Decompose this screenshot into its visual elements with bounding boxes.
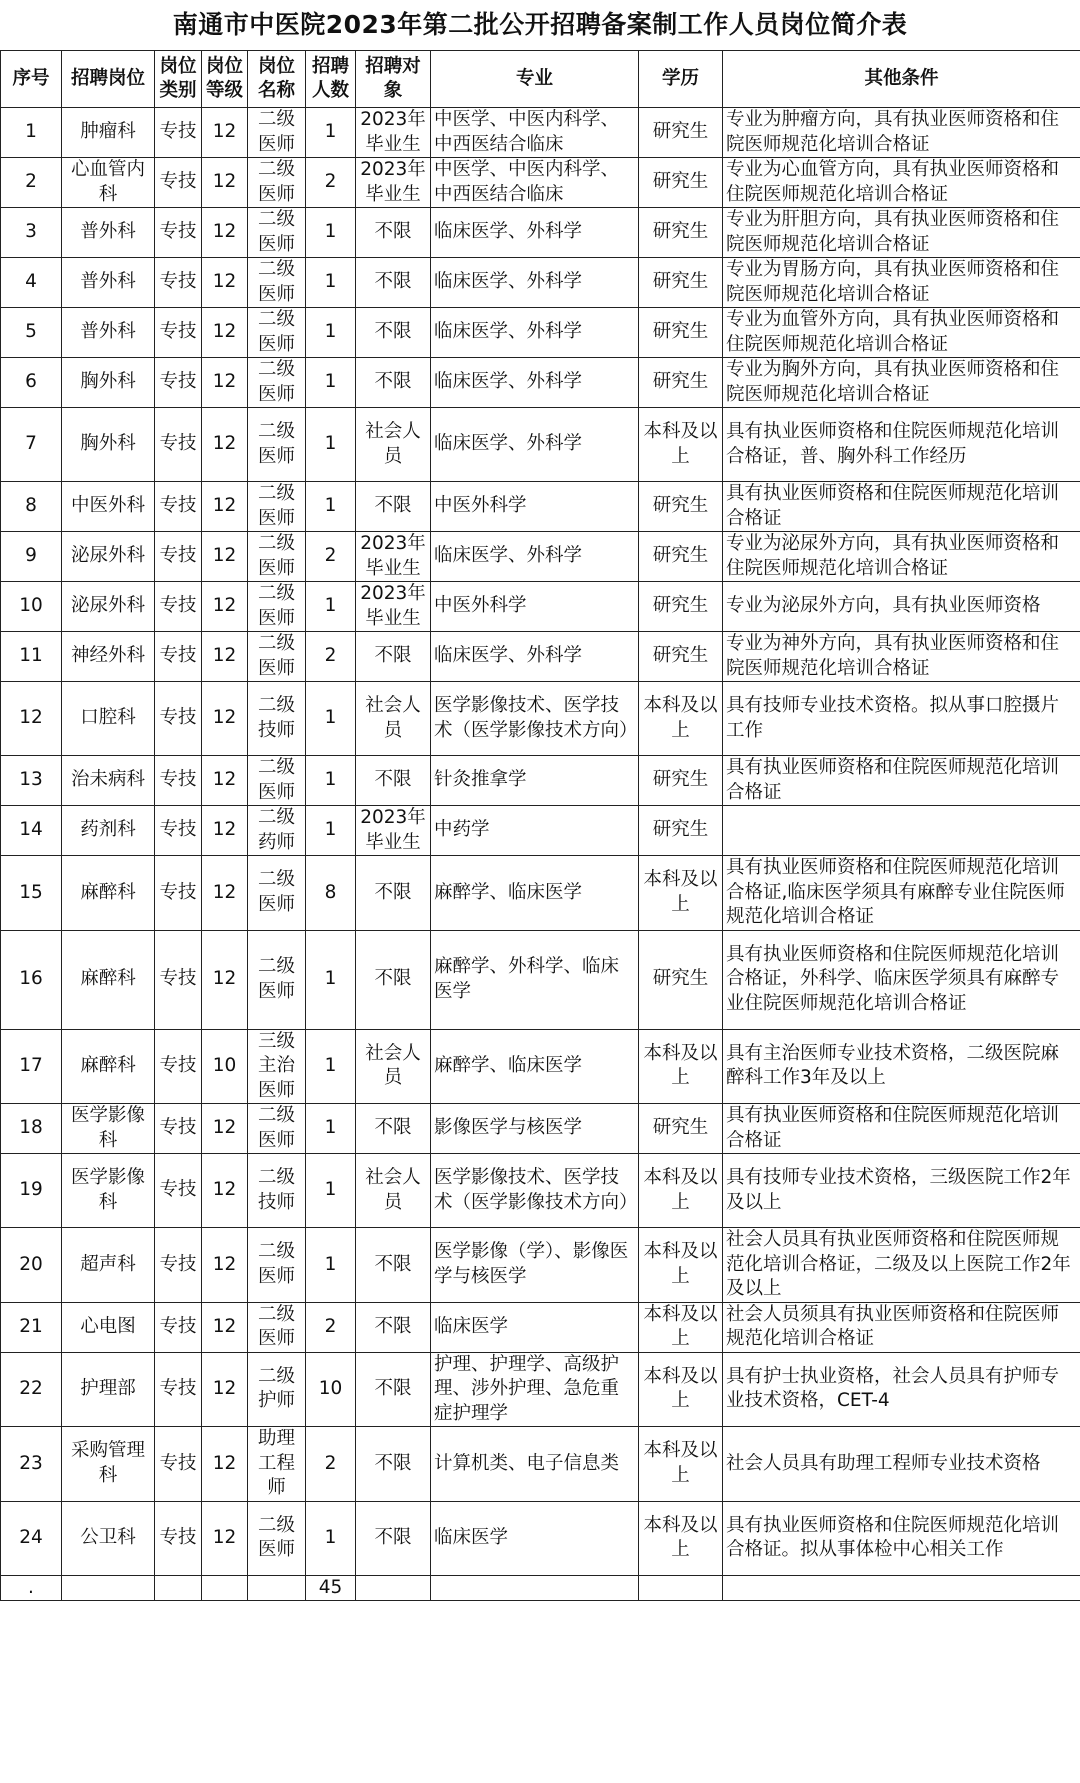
cell-no: 19 bbox=[1, 1154, 62, 1228]
cell-level: 12 bbox=[202, 1427, 248, 1502]
cell-no: 23 bbox=[1, 1427, 62, 1502]
cell-position-name: 二级技师 bbox=[248, 1154, 306, 1228]
cell-no: 2 bbox=[1, 158, 62, 208]
cell-position-name: 三级主治医师 bbox=[248, 1029, 306, 1104]
cell-target: 社会人员 bbox=[356, 682, 431, 756]
cell-category: 专技 bbox=[155, 1352, 202, 1427]
cell-major: 计算机类、电子信息类 bbox=[431, 1427, 639, 1502]
cell-category: 专技 bbox=[155, 258, 202, 308]
cell-count: 1 bbox=[306, 1228, 356, 1303]
cell-level: 12 bbox=[202, 482, 248, 532]
cell-major: 临床医学、外科学 bbox=[431, 308, 639, 358]
cell-dept: 泌尿外科 bbox=[62, 582, 155, 632]
cell-position-name: 二级护师 bbox=[248, 1352, 306, 1427]
cell-count: 1 bbox=[306, 482, 356, 532]
cell-position-name: 二级医师 bbox=[248, 208, 306, 258]
table-row bbox=[1, 1104, 1080, 1154]
cell-level: 12 bbox=[202, 582, 248, 632]
cell-category: 专技 bbox=[155, 582, 202, 632]
cell-level: 12 bbox=[202, 1104, 248, 1154]
cell-education: 本科及以上 bbox=[639, 682, 723, 756]
cell-dept: 泌尿外科 bbox=[62, 532, 155, 582]
cell-target: 不限 bbox=[356, 258, 431, 308]
cell-no: 20 bbox=[1, 1228, 62, 1303]
cell-count: 2 bbox=[306, 158, 356, 208]
cell-count: 1 bbox=[306, 806, 356, 856]
cell-no: 7 bbox=[1, 408, 62, 482]
cell-major: 临床医学 bbox=[431, 1302, 639, 1352]
cell-education: 研究生 bbox=[639, 582, 723, 632]
cell-other: 具有执业医师资格和住院医师规范化培训合格证，普、胸外科工作经历 bbox=[723, 408, 1080, 482]
cell-target: 不限 bbox=[356, 1427, 431, 1502]
cell-target: 不限 bbox=[356, 208, 431, 258]
cell-count: 1 bbox=[306, 408, 356, 482]
cell-major: 临床医学 bbox=[431, 1501, 639, 1575]
cell-position-name: 二级医师 bbox=[248, 532, 306, 582]
cell-level: 10 bbox=[202, 1029, 248, 1104]
cell-other: 专业为神外方向，具有执业医师资格和住院医师规范化培训合格证 bbox=[723, 632, 1080, 682]
cell-target: 不限 bbox=[356, 1228, 431, 1303]
cell-education: 研究生 bbox=[639, 1104, 723, 1154]
cell-position-name: 二级医师 bbox=[248, 482, 306, 532]
cell-category: 专技 bbox=[155, 756, 202, 806]
cell-count: 2 bbox=[306, 532, 356, 582]
cell-target: 不限 bbox=[356, 930, 431, 1029]
cell-category: 专技 bbox=[155, 532, 202, 582]
cell-target: 2023年毕业生 bbox=[356, 532, 431, 582]
cell-count: 1 bbox=[306, 1029, 356, 1104]
cell-other: 专业为胃肠方向，具有执业医师资格和住院医师规范化培训合格证 bbox=[723, 258, 1080, 308]
cell-position-name: 二级医师 bbox=[248, 856, 306, 931]
table-row bbox=[1, 632, 1080, 682]
cell-target: 不限 bbox=[356, 482, 431, 532]
header-cell-education: 学历 bbox=[639, 51, 723, 108]
cell-category: 专技 bbox=[155, 1154, 202, 1228]
cell-target: 不限 bbox=[356, 1104, 431, 1154]
cell-major: 麻醉学、临床医学 bbox=[431, 1029, 639, 1104]
table-row bbox=[1, 258, 1080, 308]
cell-level: 12 bbox=[202, 1228, 248, 1303]
cell-education: 研究生 bbox=[639, 806, 723, 856]
cell-position-name: 二级医师 bbox=[248, 1228, 306, 1303]
cell-other: 具有技师专业技术资格。拟从事口腔摄片工作 bbox=[723, 682, 1080, 756]
table-row bbox=[1, 1427, 1080, 1502]
cell-count: 1 bbox=[306, 930, 356, 1029]
header-cell-major: 专业 bbox=[431, 51, 639, 108]
cell-count: 1 bbox=[306, 756, 356, 806]
cell-target: 不限 bbox=[356, 1501, 431, 1575]
cell-target: 不限 bbox=[356, 856, 431, 931]
cell-dept: 普外科 bbox=[62, 308, 155, 358]
cell-dept: 采购管理科 bbox=[62, 1427, 155, 1502]
page-title: 南通市中医院2023年第二批公开招聘备案制工作人员岗位简介表 bbox=[172, 10, 908, 39]
cell-target: 不限 bbox=[356, 1302, 431, 1352]
cell-dept: 医学影像科 bbox=[62, 1104, 155, 1154]
cell-other: 专业为泌尿外方向，具有执业医师资格 bbox=[723, 582, 1080, 632]
cell-other: 具有主治医师专业技术资格，二级医院麻醉科工作3年及以上 bbox=[723, 1029, 1080, 1104]
cell-dept: 心血管内科 bbox=[62, 158, 155, 208]
cell-other: 具有执业医师资格和住院医师规范化培训合格证 bbox=[723, 482, 1080, 532]
cell-level: 12 bbox=[202, 756, 248, 806]
cell-education: 本科及以上 bbox=[639, 856, 723, 931]
cell-education: 研究生 bbox=[639, 358, 723, 408]
cell-education: 本科及以上 bbox=[639, 1029, 723, 1104]
cell-category: 专技 bbox=[155, 482, 202, 532]
cell-dept: 心电图 bbox=[62, 1302, 155, 1352]
cell-education: 研究生 bbox=[639, 532, 723, 582]
cell-other: 具有执业医师资格和住院医师规范化培训合格证，外科学、临床医学须具有麻醉专业住院医师规范化培训合格证 bbox=[723, 930, 1080, 1029]
cell-other: 专业为心血管方向，具有执业医师资格和住院医师规范化培训合格证 bbox=[723, 158, 1080, 208]
header-cell-dept: 招聘岗位 bbox=[62, 51, 155, 108]
table-row bbox=[1, 756, 1080, 806]
cell-count: 8 bbox=[306, 856, 356, 931]
cell-target: 2023年毕业生 bbox=[356, 806, 431, 856]
cell-major: 中医学、中医内科学、中西医结合临床 bbox=[431, 108, 639, 158]
table-row bbox=[1, 358, 1080, 408]
cell-education: 本科及以上 bbox=[639, 1501, 723, 1575]
cell-count: 10 bbox=[306, 1352, 356, 1427]
cell-level: 12 bbox=[202, 1154, 248, 1228]
cell-category: 专技 bbox=[155, 806, 202, 856]
header-cell-other: 其他条件 bbox=[723, 51, 1080, 108]
cell-education: 本科及以上 bbox=[639, 1352, 723, 1427]
cell-position-name: 二级医师 bbox=[248, 308, 306, 358]
cell-major: 临床医学、外科学 bbox=[431, 208, 639, 258]
cell-category: 专技 bbox=[155, 1427, 202, 1502]
cell-other: 社会人员须具有执业医师资格和住院医师规范化培训合格证 bbox=[723, 1302, 1080, 1352]
cell-no: 15 bbox=[1, 856, 62, 931]
cell-level: 12 bbox=[202, 208, 248, 258]
table-row bbox=[1, 308, 1080, 358]
cell-category: 专技 bbox=[155, 632, 202, 682]
table-row bbox=[1, 682, 1080, 756]
cell-count: 2 bbox=[306, 1302, 356, 1352]
cell-position-name: 二级医师 bbox=[248, 930, 306, 1029]
table-row bbox=[1, 532, 1080, 582]
cell-dept: 普外科 bbox=[62, 258, 155, 308]
cell-education: 本科及以上 bbox=[639, 408, 723, 482]
cell-no: 12 bbox=[1, 682, 62, 756]
cell-no: 10 bbox=[1, 582, 62, 632]
cell-category: 专技 bbox=[155, 1228, 202, 1303]
cell-count: 1 bbox=[306, 1104, 356, 1154]
cell-dept: 麻醉科 bbox=[62, 930, 155, 1029]
cell-level: 12 bbox=[202, 308, 248, 358]
cell-level: 12 bbox=[202, 158, 248, 208]
cell-position-name: 二级技师 bbox=[248, 682, 306, 756]
cell-dept: 口腔科 bbox=[62, 682, 155, 756]
cell-dept: 治未病科 bbox=[62, 756, 155, 806]
cell-other: 具有执业医师资格和住院医师规范化培训合格证 bbox=[723, 1104, 1080, 1154]
cell-dept: 医学影像科 bbox=[62, 1154, 155, 1228]
cell-level: 12 bbox=[202, 532, 248, 582]
cell-major: 临床医学、外科学 bbox=[431, 532, 639, 582]
cell-level: 12 bbox=[202, 856, 248, 931]
cell-level: 12 bbox=[202, 806, 248, 856]
cell-level: 12 bbox=[202, 1302, 248, 1352]
cell-other: 具有护士执业资格，社会人员具有护师专业技术资格，CET-4 bbox=[723, 1352, 1080, 1427]
cell-no: 5 bbox=[1, 308, 62, 358]
cell-category: 专技 bbox=[155, 208, 202, 258]
cell-other: 具有执业医师资格和住院医师规范化培训合格证。拟从事体检中心相关工作 bbox=[723, 1501, 1080, 1575]
cell-other: 具有执业医师资格和住院医师规范化培训合格证 bbox=[723, 756, 1080, 806]
cell-target: 2023年毕业生 bbox=[356, 582, 431, 632]
cell-major: 影像医学与核医学 bbox=[431, 1104, 639, 1154]
cell-category: 专技 bbox=[155, 308, 202, 358]
cell-level: 12 bbox=[202, 258, 248, 308]
cell-category: 专技 bbox=[155, 108, 202, 158]
table-row bbox=[1, 158, 1080, 208]
total-row-mark: . bbox=[1, 1575, 62, 1601]
cell-no: 17 bbox=[1, 1029, 62, 1104]
cell-other: 专业为血管外方向，具有执业医师资格和住院医师规范化培训合格证 bbox=[723, 308, 1080, 358]
cell-major: 临床医学、外科学 bbox=[431, 632, 639, 682]
cell-no: 1 bbox=[1, 108, 62, 158]
cell-position-name: 二级医师 bbox=[248, 756, 306, 806]
cell-major: 医学影像技术、医学技术（医学影像技术方向） bbox=[431, 1154, 639, 1228]
cell-level: 12 bbox=[202, 682, 248, 756]
cell-education: 本科及以上 bbox=[639, 1302, 723, 1352]
cell-category: 专技 bbox=[155, 856, 202, 931]
cell-level: 12 bbox=[202, 358, 248, 408]
cell-other: 专业为肝胆方向，具有执业医师资格和住院医师规范化培训合格证 bbox=[723, 208, 1080, 258]
cell-no: 11 bbox=[1, 632, 62, 682]
cell-position-name: 二级医师 bbox=[248, 1104, 306, 1154]
cell-position-name: 二级医师 bbox=[248, 1302, 306, 1352]
cell-count: 1 bbox=[306, 208, 356, 258]
cell-count: 1 bbox=[306, 682, 356, 756]
cell-category: 专技 bbox=[155, 1104, 202, 1154]
cell-target: 社会人员 bbox=[356, 1154, 431, 1228]
positions-table bbox=[0, 50, 1080, 1601]
cell-dept: 胸外科 bbox=[62, 408, 155, 482]
cell-dept: 中医外科 bbox=[62, 482, 155, 532]
cell-category: 专技 bbox=[155, 1029, 202, 1104]
cell-position-name: 二级医师 bbox=[248, 408, 306, 482]
cell-count: 2 bbox=[306, 1427, 356, 1502]
cell-dept: 超声科 bbox=[62, 1228, 155, 1303]
cell-position-name: 二级医师 bbox=[248, 358, 306, 408]
cell-major: 医学影像技术、医学技术（医学影像技术方向） bbox=[431, 682, 639, 756]
cell-no: 16 bbox=[1, 930, 62, 1029]
cell-education: 研究生 bbox=[639, 208, 723, 258]
cell-education: 本科及以上 bbox=[639, 1427, 723, 1502]
header-cell-count: 招聘人数 bbox=[306, 51, 356, 108]
cell-major: 中医外科学 bbox=[431, 482, 639, 532]
cell-target: 不限 bbox=[356, 756, 431, 806]
header-cell-target: 招聘对象 bbox=[356, 51, 431, 108]
cell-target: 不限 bbox=[356, 1352, 431, 1427]
cell-dept: 胸外科 bbox=[62, 358, 155, 408]
table-row bbox=[1, 1352, 1080, 1427]
cell-count: 1 bbox=[306, 1154, 356, 1228]
cell-major: 中药学 bbox=[431, 806, 639, 856]
total-row bbox=[1, 1575, 1080, 1601]
total-count: 45 bbox=[306, 1575, 356, 1601]
cell-category: 专技 bbox=[155, 1302, 202, 1352]
cell-category: 专技 bbox=[155, 408, 202, 482]
cell-education: 研究生 bbox=[639, 258, 723, 308]
cell-education: 研究生 bbox=[639, 482, 723, 532]
table-row bbox=[1, 856, 1080, 931]
cell-education: 研究生 bbox=[639, 108, 723, 158]
cell-position-name: 二级医师 bbox=[248, 632, 306, 682]
cell-other: 具有执业医师资格和住院医师规范化培训合格证,临床医学须具有麻醉专业住院医师规范化培训合格证 bbox=[723, 856, 1080, 931]
cell-no: 14 bbox=[1, 806, 62, 856]
cell-major: 针灸推拿学 bbox=[431, 756, 639, 806]
cell-count: 1 bbox=[306, 308, 356, 358]
cell-position-name: 二级医师 bbox=[248, 582, 306, 632]
cell-level: 12 bbox=[202, 1352, 248, 1427]
cell-no: 24 bbox=[1, 1501, 62, 1575]
header-row bbox=[1, 51, 1080, 108]
cell-no: 6 bbox=[1, 358, 62, 408]
cell-target: 社会人员 bbox=[356, 408, 431, 482]
cell-level: 12 bbox=[202, 632, 248, 682]
table-row bbox=[1, 1029, 1080, 1104]
cell-category: 专技 bbox=[155, 358, 202, 408]
cell-other: 具有技师专业技术资格，三级医院工作2年及以上 bbox=[723, 1154, 1080, 1228]
cell-count: 1 bbox=[306, 582, 356, 632]
cell-education: 本科及以上 bbox=[639, 1154, 723, 1228]
cell-level: 12 bbox=[202, 930, 248, 1029]
table-row bbox=[1, 1154, 1080, 1228]
cell-other: 专业为胸外方向，具有执业医师资格和住院医师规范化培训合格证 bbox=[723, 358, 1080, 408]
cell-education: 研究生 bbox=[639, 632, 723, 682]
cell-dept: 普外科 bbox=[62, 208, 155, 258]
cell-dept: 神经外科 bbox=[62, 632, 155, 682]
cell-education: 研究生 bbox=[639, 158, 723, 208]
cell-dept: 麻醉科 bbox=[62, 856, 155, 931]
cell-education: 研究生 bbox=[639, 756, 723, 806]
cell-other: 社会人员具有助理工程师专业技术资格 bbox=[723, 1427, 1080, 1502]
cell-category: 专技 bbox=[155, 158, 202, 208]
cell-major: 麻醉学、外科学、临床医学 bbox=[431, 930, 639, 1029]
cell-count: 1 bbox=[306, 1501, 356, 1575]
cell-position-name: 二级医师 bbox=[248, 108, 306, 158]
cell-major: 临床医学、外科学 bbox=[431, 258, 639, 308]
cell-education: 本科及以上 bbox=[639, 1228, 723, 1303]
cell-category: 专技 bbox=[155, 682, 202, 756]
cell-no: 13 bbox=[1, 756, 62, 806]
cell-position-name: 二级医师 bbox=[248, 158, 306, 208]
cell-dept: 麻醉科 bbox=[62, 1029, 155, 1104]
cell-count: 2 bbox=[306, 632, 356, 682]
cell-major: 临床医学、外科学 bbox=[431, 408, 639, 482]
cell-no: 18 bbox=[1, 1104, 62, 1154]
cell-position-name: 助理工程师 bbox=[248, 1427, 306, 1502]
cell-count: 1 bbox=[306, 358, 356, 408]
header-cell-category: 岗位类别 bbox=[155, 51, 202, 108]
cell-dept: 肿瘤科 bbox=[62, 108, 155, 158]
cell-target: 不限 bbox=[356, 632, 431, 682]
cell-count: 1 bbox=[306, 258, 356, 308]
cell-position-name: 二级医师 bbox=[248, 1501, 306, 1575]
cell-no: 9 bbox=[1, 532, 62, 582]
cell-target: 不限 bbox=[356, 308, 431, 358]
cell-category: 专技 bbox=[155, 930, 202, 1029]
cell-major: 中医学、中医内科学、中西医结合临床 bbox=[431, 158, 639, 208]
table-row bbox=[1, 408, 1080, 482]
cell-major: 医学影像（学）、影像医学与核医学 bbox=[431, 1228, 639, 1303]
cell-dept: 公卫科 bbox=[62, 1501, 155, 1575]
cell-other bbox=[723, 806, 1080, 856]
table-row bbox=[1, 1228, 1080, 1303]
cell-dept: 药剂科 bbox=[62, 806, 155, 856]
cell-no: 4 bbox=[1, 258, 62, 308]
table-row bbox=[1, 582, 1080, 632]
cell-position-name: 二级药师 bbox=[248, 806, 306, 856]
cell-level: 12 bbox=[202, 1501, 248, 1575]
table-row bbox=[1, 930, 1080, 1029]
table-row bbox=[1, 1501, 1080, 1575]
cell-target: 社会人员 bbox=[356, 1029, 431, 1104]
cell-other: 社会人员具有执业医师资格和住院医师规范化培训合格证，二级及以上医院工作2年及以上 bbox=[723, 1228, 1080, 1303]
cell-level: 12 bbox=[202, 108, 248, 158]
cell-major: 临床医学、外科学 bbox=[431, 358, 639, 408]
cell-no: 8 bbox=[1, 482, 62, 532]
header-cell-no: 序号 bbox=[1, 51, 62, 108]
cell-other: 专业为泌尿外方向，具有执业医师资格和住院医师规范化培训合格证 bbox=[723, 532, 1080, 582]
cell-major: 中医外科学 bbox=[431, 582, 639, 632]
cell-major: 麻醉学、临床医学 bbox=[431, 856, 639, 931]
cell-count: 1 bbox=[306, 108, 356, 158]
cell-target: 2023年毕业生 bbox=[356, 108, 431, 158]
table-row bbox=[1, 482, 1080, 532]
header-cell-position-name: 岗位名称 bbox=[248, 51, 306, 108]
cell-no: 3 bbox=[1, 208, 62, 258]
table-row bbox=[1, 1302, 1080, 1352]
cell-target: 不限 bbox=[356, 358, 431, 408]
cell-level: 12 bbox=[202, 408, 248, 482]
cell-education: 研究生 bbox=[639, 308, 723, 358]
cell-education: 研究生 bbox=[639, 930, 723, 1029]
cell-no: 22 bbox=[1, 1352, 62, 1427]
table-row bbox=[1, 208, 1080, 258]
cell-other: 专业为肿瘤方向，具有执业医师资格和住院医师规范化培训合格证 bbox=[723, 108, 1080, 158]
cell-category: 专技 bbox=[155, 1501, 202, 1575]
table-row bbox=[1, 806, 1080, 856]
cell-major: 护理、护理学、高级护理、涉外护理、急危重症护理学 bbox=[431, 1352, 639, 1427]
table-row bbox=[1, 108, 1080, 158]
cell-no: 21 bbox=[1, 1302, 62, 1352]
cell-target: 2023年毕业生 bbox=[356, 158, 431, 208]
cell-dept: 护理部 bbox=[62, 1352, 155, 1427]
header-cell-level: 岗位等级 bbox=[202, 51, 248, 108]
cell-position-name: 二级医师 bbox=[248, 258, 306, 308]
